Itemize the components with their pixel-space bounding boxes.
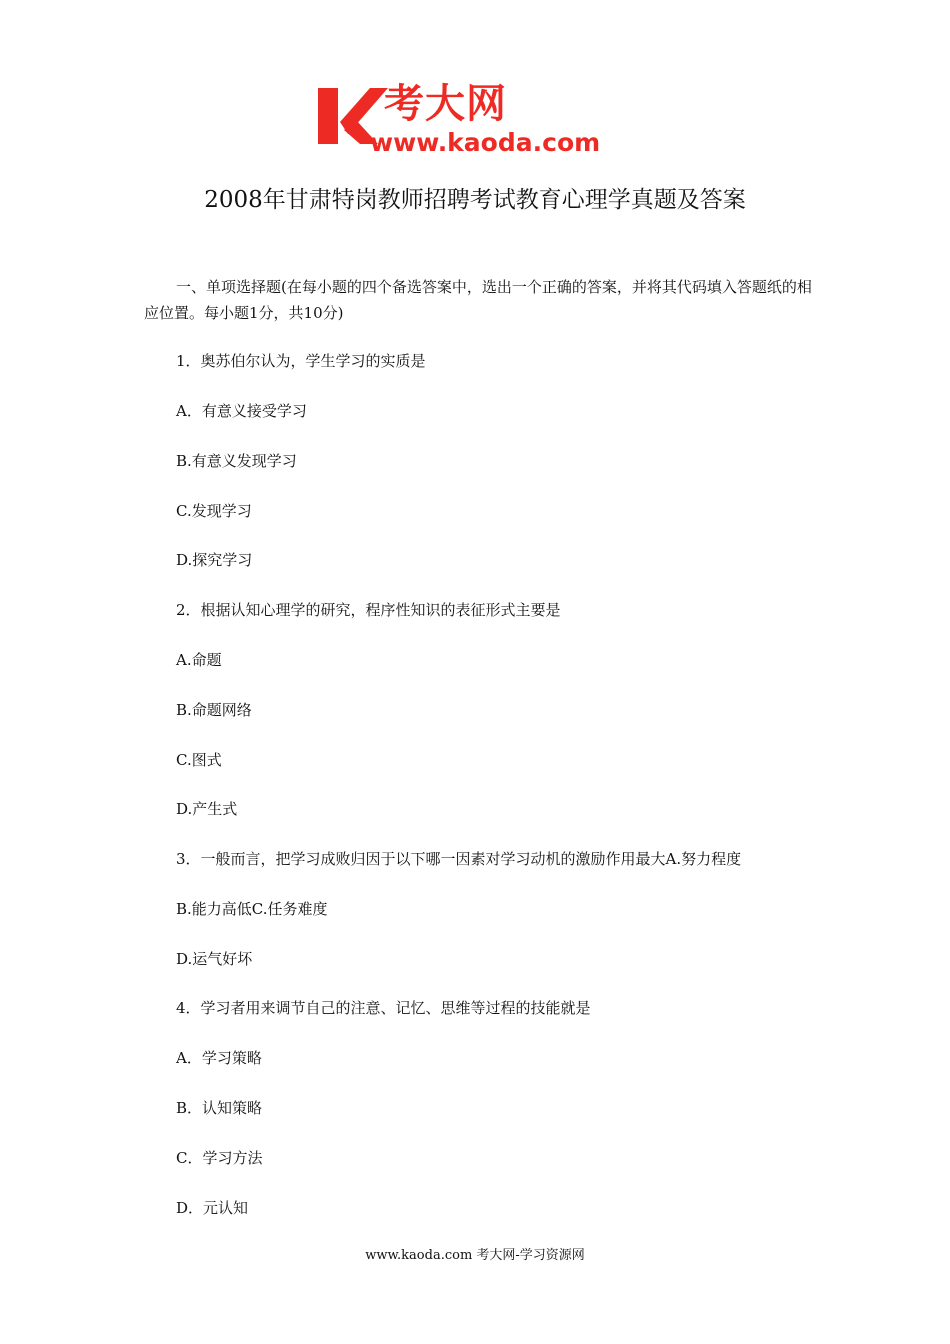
option-4d: D．元认知 <box>176 1199 249 1217</box>
question-2: 2．根据认知心理学的研究，程序性知识的表征形式主要是 <box>176 601 561 619</box>
option-2c: C.图式 <box>176 751 222 769</box>
option-1c: C.发现学习 <box>176 502 252 520</box>
document-title: 2008年甘肃特岗教师招聘考试教育心理学真题及答案 <box>204 187 746 213</box>
section-instructions: 一、单项选择题(在每小题的四个备选答案中，选出一个正确的答案，并将其代码填入答题纸的相应位置。每小题1分，共10分) <box>144 278 812 322</box>
question-4: 4．学习者用来调节自己的注意、记忆、思维等过程的技能就是 <box>176 999 591 1017</box>
option-1a: A．有意义接受学习 <box>176 402 307 420</box>
page-footer: www.kaoda.com 考大网-学习资源网 <box>365 1248 585 1263</box>
question-1: 1．奥苏伯尔认为，学生学习的实质是 <box>176 352 426 370</box>
logo-brand-text: 考大网 <box>384 81 507 127</box>
logo-url-text: www.kaoda.com <box>370 128 601 157</box>
option-3bc: B.能力高低C.任务难度 <box>176 900 328 918</box>
option-2a: A.命题 <box>176 651 222 669</box>
option-3d: D.运气好坏 <box>176 950 253 968</box>
option-1d: D.探究学习 <box>176 551 253 569</box>
option-4a: A．学习策略 <box>176 1049 262 1067</box>
option-4b: B．认知策略 <box>176 1099 263 1117</box>
option-4c: C．学习方法 <box>176 1149 263 1167</box>
option-2b: B.命题网络 <box>176 701 252 719</box>
question-3: 3．一般而言，把学习成败归因于以下哪一因素对学习动机的激励作用最大A.努力程度 <box>176 850 742 868</box>
option-2d: D.产生式 <box>176 800 238 818</box>
kaoda-logo <box>318 81 638 162</box>
option-1b: B.有意义发现学习 <box>176 452 297 470</box>
